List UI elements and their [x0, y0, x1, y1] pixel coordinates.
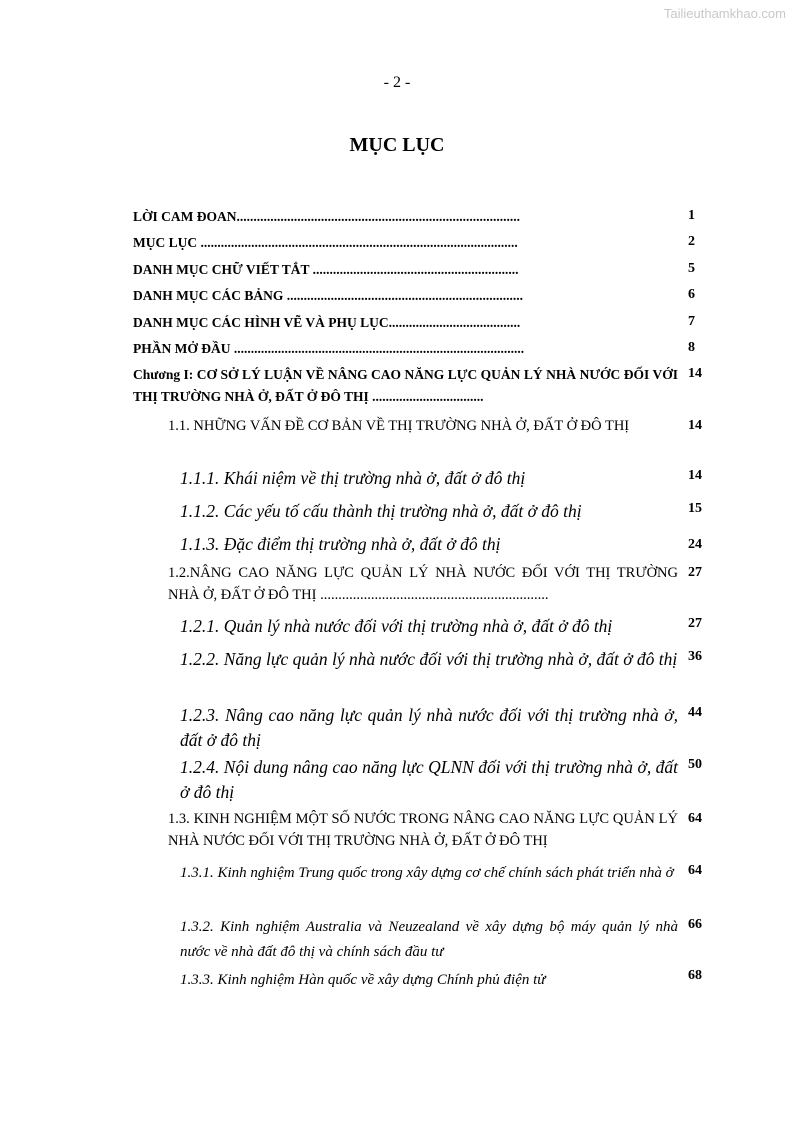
- toc-entry-text: Chương I: CƠ SỞ LÝ LUẬN VỀ NÂNG CAO NĂNG LỰC QUẢN LÝ NHÀ NƯỚC ĐỐI VỚI THỊ TRƯỜNG NHÀ Ở, ĐẤT Ở ĐÔ THỊ .................................: [133, 367, 678, 404]
- toc-entry-text: 1.1.1. Khái niệm về thị trường nhà ở, đất ở đô thị: [180, 468, 526, 488]
- toc-entry-text: DANH MỤC CHỮ VIẾT TẮT .............................................................: [133, 262, 519, 277]
- toc-entry-text: 1.3.2. Kinh nghiệm Australia và Neuzealand về xây dựng bộ máy quản lý nhà nước về nhà đất đô thị và chính sách đầu tư: [180, 919, 678, 960]
- toc-entry-page: 24: [688, 537, 702, 552]
- toc-entry-page: 27: [688, 565, 702, 580]
- toc-entry-page: 1: [688, 208, 695, 223]
- watermark: Tailieuthamkhao.com: [663, 6, 786, 21]
- toc-entry-page: 6: [688, 287, 695, 302]
- toc-entry-text: 1.2.2. Năng lực quản lý nhà nước đối với thị trường nhà ở, đất ở đô thị: [180, 649, 678, 669]
- toc-entry-text: 1.1.2. Các yếu tố cấu thành thị trường nhà ở, đất ở đô thị: [180, 501, 582, 521]
- toc-entry-page: 36: [688, 649, 702, 664]
- page-number: - 2 -: [383, 74, 411, 91]
- toc-entry-page: 7: [688, 314, 695, 329]
- toc-entry-text: 1.2.4. Nội dung nâng cao năng lực QLNN đối với thị trường nhà ở, đất ở đô thị: [180, 757, 678, 802]
- toc-entry-text: 1.2.1. Quản lý nhà nước đối với thị trường nhà ở, đất ở đô thị: [180, 616, 613, 636]
- toc-entry-page: 64: [688, 863, 702, 878]
- toc-entry-text: 1.3. KINH NGHIỆM MỘT SỐ NƯỚC TRONG NÂNG CAO NĂNG LỰC QUẢN LÝ NHÀ NƯỚC ĐỐI VỚI THỊ TRƯỜNG NHÀ Ở, ĐẤT Ở ĐÔ THỊ: [168, 811, 678, 849]
- toc-entry-page: 66: [688, 917, 702, 932]
- toc-entry-text: 1.1. NHỮNG VẤN ĐỀ CƠ BẢN VỀ THỊ TRƯỜNG NHÀ Ở, ĐẤT Ở ĐÔ THỊ: [168, 418, 630, 434]
- toc-entry-page: 14: [688, 366, 702, 381]
- toc-entry-text: 1.3.3. Kinh nghiệm Hàn quốc về xây dựng Chính phủ điện tử: [180, 972, 546, 988]
- toc-entry-page: 14: [688, 418, 702, 433]
- toc-entry-page: 44: [688, 705, 702, 720]
- toc-entry-page: 64: [688, 811, 702, 826]
- toc-entry-text: 1.3.1. Kinh nghiệm Trung quốc trong xây dựng cơ chế chính sách phát triển nhà ở: [180, 865, 674, 881]
- toc-entry-page: 68: [688, 968, 702, 983]
- toc-entry-text: DANH MỤC CÁC BẢNG ......................................................................: [133, 288, 523, 303]
- toc-entry-page: 5: [688, 261, 695, 276]
- toc-entry-page: 27: [688, 616, 702, 631]
- toc-entry-text: 1.1.3. Đặc điểm thị trường nhà ở, đất ở đô thị: [180, 534, 501, 554]
- toc-entry-text: 1.2.NÂNG CAO NĂNG LỰC QUẢN LÝ NHÀ NƯỚC ĐỐI VỚI THỊ TRƯỜNG NHÀ Ở, ĐẤT Ở ĐÔ THỊ ...............................................................: [168, 565, 678, 603]
- toc-entry-page: 8: [688, 340, 695, 355]
- page-title: MỤC LỤC: [349, 134, 445, 156]
- toc-entry-text: PHẦN MỞ ĐẦU ......................................................................................: [133, 341, 525, 356]
- toc-entry-page: 50: [688, 757, 702, 772]
- toc-entry-text: LỜI CAM ĐOAN....................................................................................: [133, 209, 520, 224]
- toc-entry-page: 14: [688, 468, 702, 483]
- toc-entry-text: DANH MỤC CÁC HÌNH VẼ VÀ PHỤ LỤC.......................................: [133, 315, 521, 330]
- toc-entry-text: MỤC LỤC ..............................................................................................: [133, 235, 518, 250]
- toc-entry-page: 15: [688, 501, 702, 516]
- toc-entry-page: 2: [688, 234, 695, 249]
- toc-entry-text: 1.2.3. Nâng cao năng lực quản lý nhà nước đối với thị trường nhà ở, đất ở đô thị: [180, 705, 678, 750]
